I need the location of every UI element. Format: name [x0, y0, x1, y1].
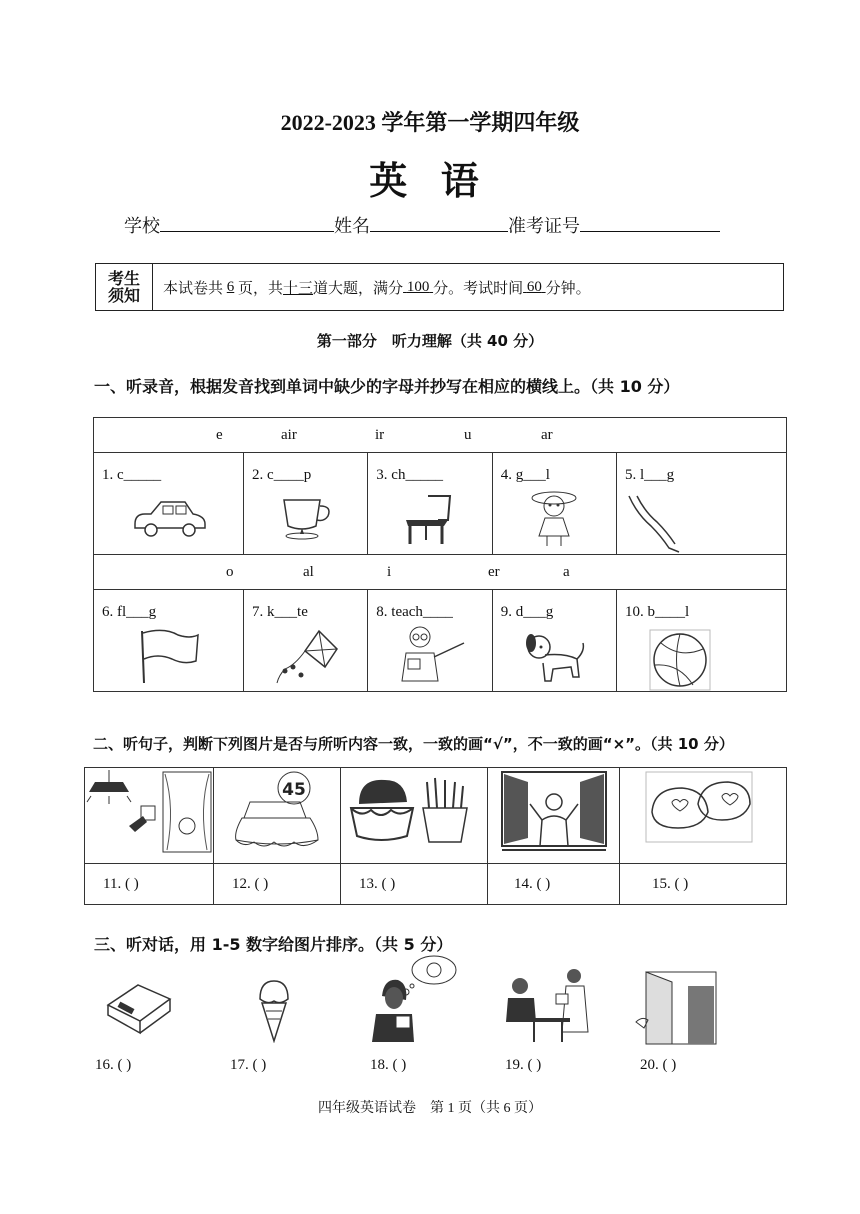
exam-notice-box — [95, 263, 784, 311]
item-8: 8. teach____ — [368, 590, 492, 692]
leg-icon — [617, 492, 687, 554]
s2-picture-15 — [620, 768, 787, 864]
section1-table — [93, 417, 787, 692]
item-1: 1. c_____ — [94, 453, 244, 555]
notice-text: 本试卷共 6 页，共 十三 道大题，满分 100 分。考试时间 60 分钟。 — [163, 278, 591, 297]
ice-cream-icon — [254, 975, 294, 1043]
id-field[interactable] — [580, 213, 720, 232]
s2-picture-14 — [488, 768, 620, 864]
item-3: 3. ch_____ — [368, 453, 492, 555]
dog-icon — [519, 629, 589, 689]
answer-16[interactable]: 16. ( ) — [95, 1057, 132, 1073]
light-switch-window-icon — [85, 768, 213, 858]
slippers-icon — [620, 768, 786, 858]
flag-icon — [134, 629, 204, 685]
section2-heading: 二、听句子，判断下列图片是否与所听内容一致，一致的画“√”，不一致的画“×”。（共 10 分） — [93, 735, 734, 753]
item-4: 4. g___l — [492, 453, 616, 555]
answer-11[interactable]: 11. ( ) — [85, 864, 214, 905]
answer-15[interactable]: 15. ( ) — [620, 864, 787, 905]
answer-13[interactable]: 13. ( ) — [341, 864, 488, 905]
pencil-sharpener-icon — [104, 975, 174, 1037]
school-label: 学校 — [124, 216, 160, 236]
school-field[interactable] — [160, 213, 334, 232]
id-label: 准考证号 — [508, 216, 580, 236]
notice-label: 考生须知 — [96, 264, 153, 310]
item-5: 5. l___g — [616, 453, 786, 555]
woman-phone-icon — [366, 952, 466, 1044]
item-2: 2. c____p — [244, 453, 368, 555]
car-icon — [129, 492, 209, 540]
student-info-line — [124, 212, 720, 238]
name-label: 姓名 — [334, 216, 370, 236]
cake-fries-icon — [341, 768, 487, 858]
door-icon — [634, 966, 720, 1046]
s2-picture-12 — [214, 768, 341, 864]
kite-icon — [271, 629, 341, 685]
cup-icon — [276, 492, 336, 542]
item-10: 10. b____l — [616, 590, 786, 692]
letters-row-1: e air ir u ar — [94, 418, 787, 453]
restaurant-icon — [500, 966, 596, 1044]
exam-title: 2022-2023 学年第一学期四年级 — [280, 110, 580, 135]
answer-19[interactable]: 19. ( ) — [505, 1057, 542, 1073]
name-field[interactable] — [370, 213, 508, 232]
chair-icon — [398, 492, 462, 546]
answer-12[interactable]: 12. ( ) — [214, 864, 341, 905]
price-tag-text: 45 — [282, 780, 306, 800]
ball-icon — [649, 629, 711, 691]
answer-18[interactable]: 18. ( ) — [370, 1057, 407, 1073]
page-footer: 四年级英语试卷 第 1 页（共 6 页） — [318, 1101, 542, 1116]
letters-row-2: o al i er a — [94, 555, 787, 590]
item-7: 7. k___te — [244, 590, 368, 692]
s2-picture-11 — [85, 768, 214, 864]
answer-20[interactable]: 20. ( ) — [640, 1057, 677, 1073]
part1-heading: 第一部分 听力理解（共 40 分） — [316, 332, 544, 350]
answer-14[interactable]: 14. ( ) — [488, 864, 620, 905]
section1-heading: 一、听录音，根据发音找到单词中缺少的字母并抄写在相应的横线上。（共 10 分） — [94, 377, 680, 396]
subject-title: 英 语 — [369, 161, 491, 203]
answer-17[interactable]: 17. ( ) — [230, 1057, 267, 1073]
skirt-price-icon — [214, 768, 340, 858]
girl-icon — [529, 486, 579, 548]
item-9: 9. d___g — [492, 590, 616, 692]
s2-picture-13 — [341, 768, 488, 864]
teacher-icon — [392, 623, 468, 685]
section2-table — [84, 767, 787, 905]
item-6: 6. fl___g — [94, 590, 244, 692]
section3-heading: 三、听对话，用 1-5 数字给图片排序。（共 5 分） — [94, 935, 453, 954]
open-window-girl-icon — [488, 768, 619, 858]
